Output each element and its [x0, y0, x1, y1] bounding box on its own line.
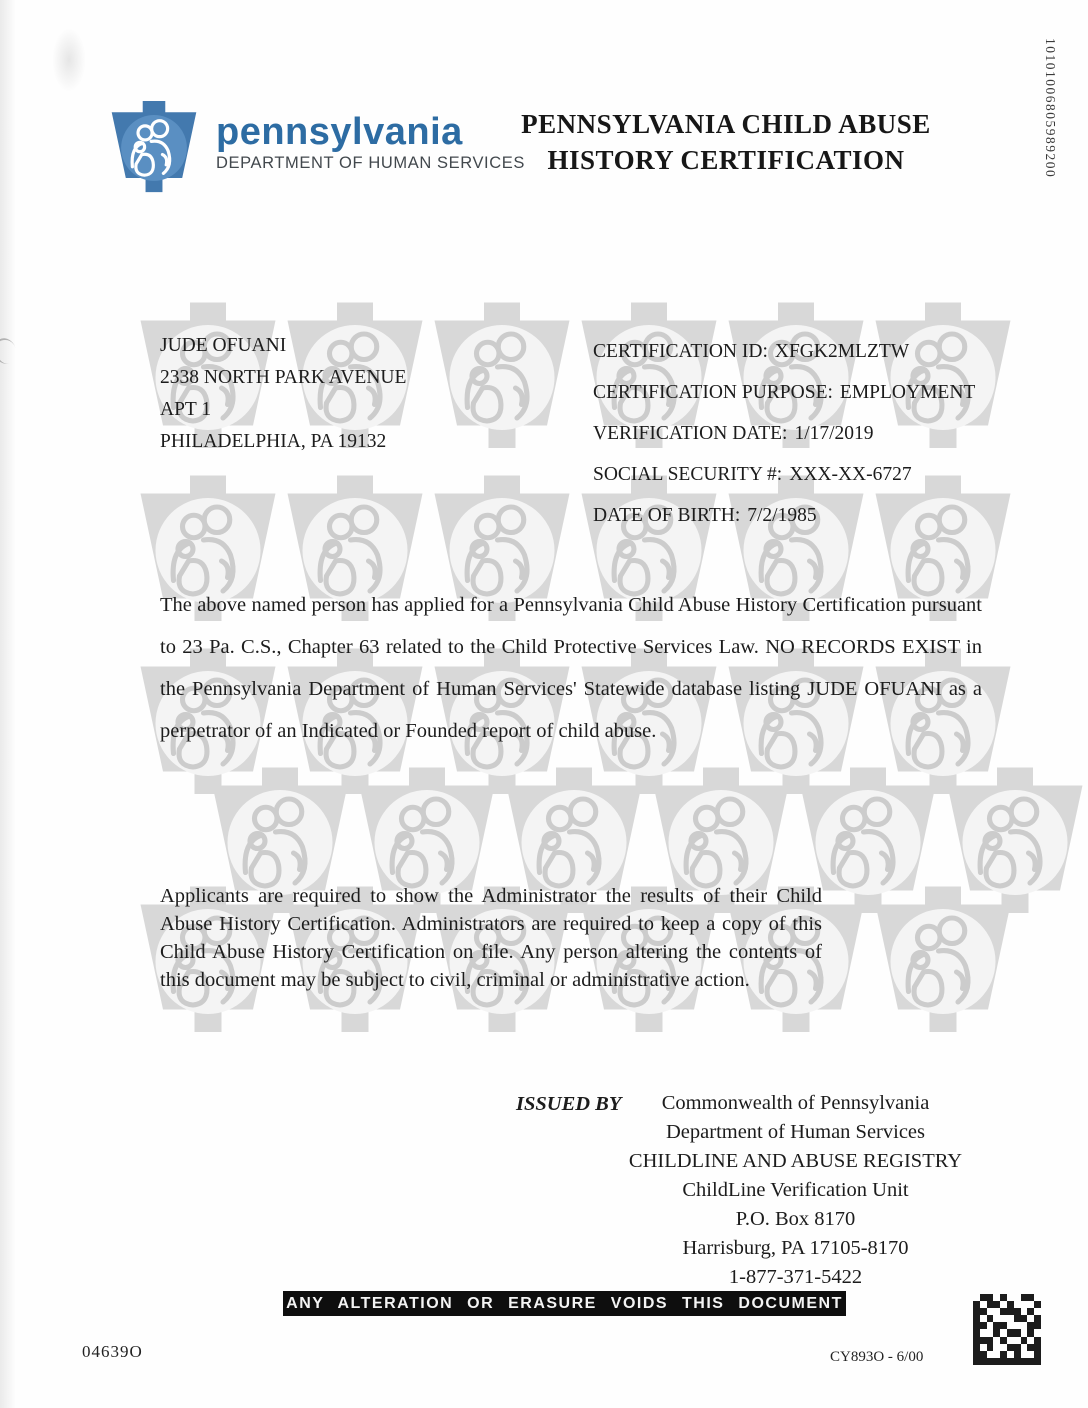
barcode-module	[987, 1358, 994, 1365]
barcode-module	[980, 1322, 987, 1329]
barcode-module	[1027, 1344, 1034, 1351]
scan-sequence-number: 10101006805989200	[1043, 38, 1058, 179]
barcode-module	[1027, 1322, 1034, 1329]
barcode-module	[1007, 1308, 1014, 1315]
issuer-address-block	[598, 1089, 993, 1292]
barcode-module	[993, 1322, 1000, 1329]
barcode-module	[980, 1358, 987, 1365]
social-security-label: SOCIAL SECURITY #:	[593, 464, 783, 485]
issuer-line-registry: CHILDLINE AND ABUSE REGISTRY	[628, 1150, 963, 1172]
barcode-module	[1007, 1329, 1014, 1336]
barcode-module	[993, 1351, 1000, 1358]
barcode-module	[1027, 1294, 1034, 1301]
barcode-module	[993, 1308, 1000, 1315]
page-title-line-1: PENNSYLVANIA CHILD ABUSE	[521, 109, 931, 139]
page-title-line-2: HISTORY CERTIFICATION	[547, 145, 905, 175]
barcode-module	[1014, 1344, 1021, 1351]
barcode-module	[973, 1315, 980, 1322]
issuer-line-phone: 1-877-371-5422	[728, 1266, 863, 1288]
barcode-module	[980, 1351, 987, 1358]
barcode-module	[993, 1294, 1000, 1301]
barcode-module	[1000, 1344, 1007, 1351]
barcode-module	[1027, 1301, 1034, 1308]
verification-date-row	[593, 413, 975, 454]
datamatrix-barcode-icon	[973, 1294, 1041, 1365]
barcode-module	[1000, 1315, 1007, 1322]
barcode-module	[980, 1294, 987, 1301]
barcode-module	[987, 1315, 994, 1322]
date-of-birth-row	[593, 495, 975, 536]
barcode-module	[1021, 1329, 1028, 1336]
barcode-module	[1000, 1308, 1007, 1315]
barcode-module	[1027, 1308, 1034, 1315]
barcode-module	[1007, 1337, 1014, 1344]
barcode-module	[1014, 1337, 1021, 1344]
barcode-module	[1034, 1344, 1041, 1351]
barcode-module	[973, 1322, 980, 1329]
certification-id-row	[593, 331, 975, 372]
barcode-module	[973, 1351, 980, 1358]
barcode-module	[1021, 1301, 1028, 1308]
barcode-module	[993, 1337, 1000, 1344]
barcode-module	[1034, 1315, 1041, 1322]
barcode-module	[980, 1329, 987, 1336]
barcode-module	[973, 1344, 980, 1351]
barcode-module	[980, 1308, 987, 1315]
issued-by-label: ISSUED BY	[516, 1093, 622, 1115]
barcode-module	[1007, 1351, 1014, 1358]
barcode-module	[993, 1301, 1000, 1308]
barcode-module	[1014, 1315, 1021, 1322]
page-title	[478, 106, 974, 178]
barcode-module	[1034, 1358, 1041, 1365]
issuer-line-department: Department of Human Services	[665, 1121, 925, 1143]
barcode-module	[993, 1358, 1000, 1365]
barcode-module	[1007, 1301, 1014, 1308]
barcode-module	[987, 1322, 994, 1329]
barcode-module	[980, 1344, 987, 1351]
barcode-module	[1027, 1329, 1034, 1336]
barcode-module	[993, 1344, 1000, 1351]
barcode-module	[973, 1358, 980, 1365]
barcode-module	[993, 1329, 1000, 1336]
barcode-module	[1014, 1322, 1021, 1329]
barcode-module	[1007, 1294, 1014, 1301]
barcode-module	[1007, 1315, 1014, 1322]
social-security-value: XXX-XX-6727	[789, 464, 912, 485]
barcode-module	[1014, 1294, 1021, 1301]
barcode-module	[1000, 1301, 1007, 1308]
barcode-module	[1000, 1329, 1007, 1336]
certification-details-block	[593, 331, 975, 536]
barcode-module	[973, 1301, 980, 1308]
barcode-module	[1000, 1358, 1007, 1365]
barcode-module	[1014, 1351, 1021, 1358]
barcode-module	[987, 1329, 994, 1336]
barcode-module	[1021, 1308, 1028, 1315]
barcode-module	[973, 1337, 980, 1344]
barcode-module	[1000, 1294, 1007, 1301]
pa-dhs-logo	[104, 100, 525, 194]
barcode-module	[1021, 1315, 1028, 1322]
barcode-module	[1014, 1329, 1021, 1336]
recipient-address-block	[160, 330, 406, 458]
issuer-line-city: Harrisburg, PA 17105-8170	[682, 1237, 909, 1259]
barcode-module	[973, 1329, 980, 1336]
social-security-row	[593, 454, 975, 495]
barcode-module	[1014, 1358, 1021, 1365]
verification-date-value: 1/17/2019	[794, 423, 874, 444]
barcode-module	[1027, 1315, 1034, 1322]
issuer-line-commonwealth: Commonwealth of Pennsylvania	[661, 1092, 930, 1114]
logo-brand-text: pennsylvania	[216, 111, 463, 153]
barcode-module	[1021, 1322, 1028, 1329]
barcode-module	[980, 1315, 987, 1322]
barcode-module	[987, 1337, 994, 1344]
barcode-module	[1027, 1337, 1034, 1344]
determination-paragraph: The above named person has applied for a Pennsylvania Child Abuse History Certification pursuant to 23 Pa. C.S., Chapter 63 related to the Child Protective Services Law. NO RECORDS EXIST in the Pennsylvania Department of Human Services' Statewide database listing JUDE OFUANI as a perpetrator of an Indicated or Founded report of child abuse.	[160, 594, 982, 742]
issuer-line-pobox: P.O. Box 8170	[735, 1208, 856, 1230]
barcode-module	[1000, 1351, 1007, 1358]
barcode-module	[1007, 1358, 1014, 1365]
barcode-module	[1021, 1337, 1028, 1344]
barcode-module	[1000, 1322, 1007, 1329]
recipient-address-line-1: 2338 NORTH PARK AVENUE	[160, 367, 407, 388]
logo-department-text: DEPARTMENT OF HUMAN SERVICES	[216, 154, 525, 172]
barcode-module	[987, 1344, 994, 1351]
issuer-line-unit: ChildLine Verification Unit	[682, 1179, 909, 1201]
barcode-module	[980, 1337, 987, 1344]
barcode-module	[993, 1315, 1000, 1322]
certification-purpose-row	[593, 372, 975, 413]
barcode-module	[1034, 1322, 1041, 1329]
recipient-address-line-2: APT 1	[160, 399, 212, 420]
barcode-module	[1034, 1351, 1041, 1358]
certification-purpose-label: CERTIFICATION PURPOSE:	[593, 382, 833, 403]
barcode-module	[987, 1351, 994, 1358]
barcode-module	[980, 1301, 987, 1308]
footer-revision-code: CY893O - 6/00	[830, 1349, 924, 1365]
notice-paragraph: Applicants are required to show the Administrator the results of their Child Abuse History Certification. Administrators are required to keep a copy of this Child Abuse History Certification on file. Any person altering the contents of this document may be subject to civil, criminal or administrative action.	[160, 885, 822, 991]
barcode-module	[987, 1308, 994, 1315]
barcode-module	[973, 1308, 980, 1315]
barcode-module	[1007, 1322, 1014, 1329]
recipient-name: JUDE OFUANI	[160, 335, 287, 356]
verification-date-label: VERIFICATION DATE:	[593, 423, 788, 444]
barcode-module	[1007, 1344, 1014, 1351]
barcode-module	[1021, 1358, 1028, 1365]
barcode-module	[1014, 1301, 1021, 1308]
barcode-module	[987, 1294, 994, 1301]
barcode-module	[987, 1301, 994, 1308]
barcode-module	[1021, 1344, 1028, 1351]
barcode-module	[1027, 1351, 1034, 1358]
barcode-module	[973, 1294, 980, 1301]
certification-id-label: CERTIFICATION ID:	[593, 341, 768, 362]
keystone-family-icon	[104, 100, 204, 194]
barcode-module	[1021, 1351, 1028, 1358]
barcode-module	[1034, 1294, 1041, 1301]
alteration-warning-bar: ANY ALTERATION OR ERASURE VOIDS THIS DOCUMENT	[283, 1291, 846, 1316]
barcode-module	[1000, 1337, 1007, 1344]
recipient-address-line-3: PHILADELPHIA, PA 19132	[160, 431, 387, 452]
barcode-module	[1021, 1294, 1028, 1301]
certification-id-value: XFGK2MLZTW	[774, 341, 910, 362]
barcode-module	[1027, 1358, 1034, 1365]
certification-purpose-value: EMPLOYMENT	[839, 382, 976, 403]
date-of-birth-label: DATE OF BIRTH:	[593, 505, 741, 526]
footer-form-code: 04639O	[82, 1342, 143, 1361]
barcode-module	[1034, 1329, 1041, 1336]
barcode-module	[1014, 1308, 1021, 1315]
barcode-module	[1034, 1301, 1041, 1308]
barcode-module	[1034, 1337, 1041, 1344]
date-of-birth-value: 7/2/1985	[747, 505, 817, 526]
barcode-module	[1034, 1308, 1041, 1315]
